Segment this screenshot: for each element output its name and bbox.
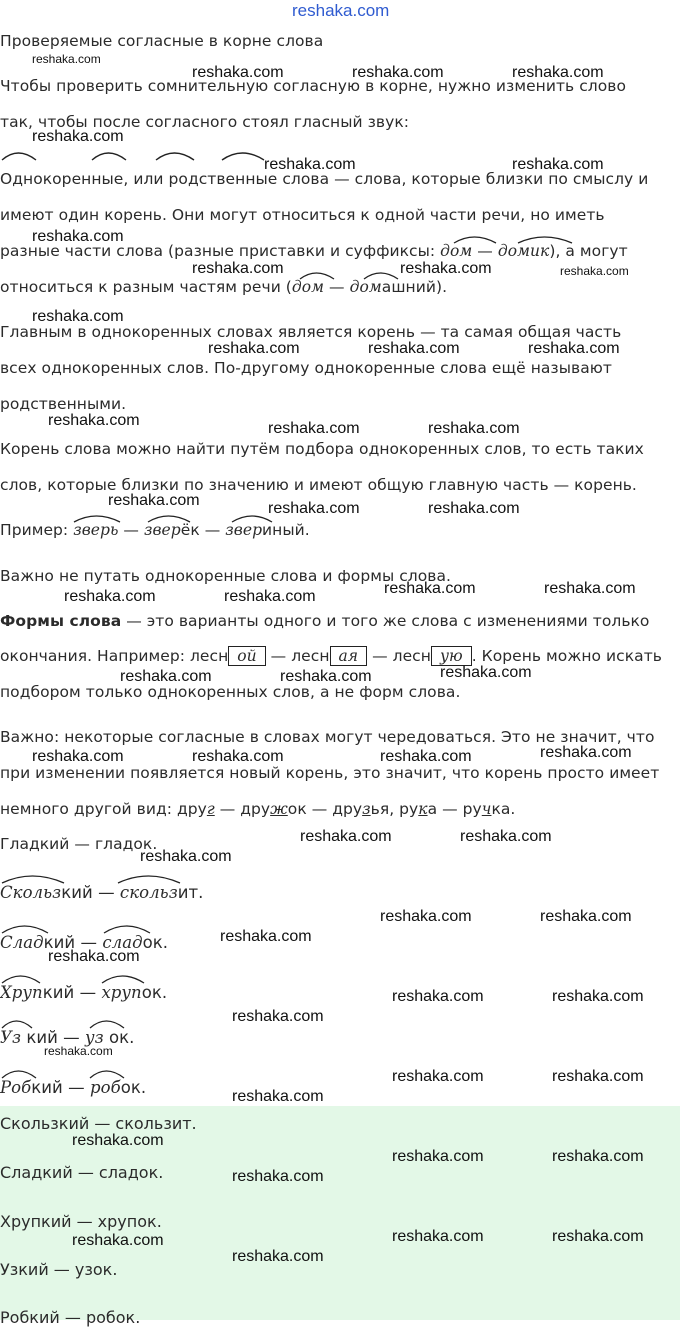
paragraph-2-line-3: разные части слова (разные приставки и суффиксы: дом — домик), а могут — [0, 242, 628, 260]
ending-box: ой — [228, 646, 265, 666]
dom-root-arcs — [452, 231, 582, 245]
paragraph-2-line-1: Однокоренные, или родственные слова — слова, которые близки по смыслу и — [0, 170, 649, 188]
watermark-text: reshaka.com — [64, 588, 156, 605]
watermark-text: reshaka.com — [528, 340, 620, 357]
watermark-text: reshaka.com — [368, 340, 460, 357]
forms-line-1: Формы слова — это варианты одного и того же слова с изменениями только — [0, 612, 650, 630]
watermark-text: reshaka.com — [192, 64, 284, 81]
pair-5-arcs — [0, 1014, 140, 1030]
answer-line: Хрупкий — хрупок. — [0, 1212, 162, 1231]
watermark-text: reshaka.com — [560, 264, 629, 278]
answer-line: Узкий — узок. — [0, 1260, 118, 1279]
paragraph-2-line-2: имеют один корень. Они могут относиться к одной части речи, но иметь — [0, 206, 605, 224]
watermark-text: reshaka.com — [428, 500, 520, 517]
watermark-text: reshaka.com — [140, 848, 232, 865]
watermark-text: reshaka.com — [208, 340, 300, 357]
pair-4-arcs — [0, 969, 160, 985]
watermark-text: reshaka.com — [192, 260, 284, 277]
watermark-text: reshaka.com — [32, 52, 101, 66]
root-arcs — [0, 146, 270, 162]
paragraph-3-line-1: Главным в однокоренных словах является корень — та самая общая часть — [0, 323, 622, 341]
pair-1: Гладкий — гладок. — [0, 835, 158, 853]
watermark-text: reshaka.com — [392, 1068, 484, 1085]
watermark-text: reshaka.com — [280, 668, 372, 685]
watermark-text: reshaka.com — [428, 420, 520, 437]
watermark-text: reshaka.com — [352, 64, 444, 81]
watermark-text: reshaka.com — [512, 64, 604, 81]
watermark-text: reshaka.com — [224, 588, 316, 605]
watermark-text: reshaka.com — [192, 748, 284, 765]
watermark-text: reshaka.com — [232, 1168, 324, 1185]
example-line: Пример: зверь — зверёк — звериный. — [0, 521, 310, 539]
watermark-text: reshaka.com — [384, 580, 476, 597]
paragraph-2-line-4: относиться к разным частям речи (дом — домашний). — [0, 278, 448, 296]
watermark-text: reshaka.com — [544, 580, 636, 597]
watermark-text: reshaka.com — [32, 308, 124, 325]
dom-root-arcs-2 — [298, 267, 408, 281]
paragraph-3-line-2: всех однокоренных слов. По-другому однокоренные слова ещё называют — [0, 359, 612, 377]
answer-line: Скользкий — скользит. — [0, 1114, 197, 1133]
pair-2-arcs — [0, 869, 200, 885]
root-arc — [2, 153, 36, 160]
pair-3: Сладкий — сладок. — [0, 933, 169, 952]
watermark-text: reshaka.com — [220, 928, 312, 945]
watermark-text: reshaka.com — [380, 908, 472, 925]
page-title: Проверяемые согласные в корне слова — [0, 32, 324, 50]
watermark-text: reshaka.com — [392, 988, 484, 1005]
watermark-text: reshaka.com — [400, 260, 492, 277]
watermark-text: reshaka.com — [232, 1008, 324, 1025]
answer-line: Сладкий — сладок. — [0, 1163, 164, 1182]
watermark-text: reshaka.com — [72, 1232, 164, 1249]
paragraph-5: Важно не путать однокоренные слова и формы слова. — [0, 567, 451, 585]
watermark-text: reshaka.com — [268, 500, 360, 517]
root-arc — [92, 153, 126, 160]
watermark-text: reshaka.com — [32, 748, 124, 765]
watermark-text: reshaka.com — [460, 828, 552, 845]
paragraph-4-line-1: Корень слова можно найти путём подбора однокоренных слов, то есть таких — [0, 440, 644, 458]
paragraph-6-line-3: немного другой вид: друг — дружок — друзья, рука — ручка. — [0, 800, 516, 818]
pair-2: Скользкий — скользит. — [0, 883, 204, 902]
pair-6-arcs — [0, 1064, 150, 1080]
paragraph-6-line-1: Важно: некоторые согласные в словах могут чередоваться. Это не значит, что — [0, 728, 655, 746]
watermark-text: reshaka.com — [512, 156, 604, 173]
watermark-text: reshaka.com — [552, 1228, 644, 1245]
watermark-text: reshaka.com — [552, 988, 644, 1005]
watermark-text: reshaka.com — [232, 1248, 324, 1265]
watermark-text: reshaka.com — [32, 128, 124, 145]
answer-line: Робкий — робок. — [0, 1308, 141, 1327]
watermark-text: reshaka.com — [72, 1132, 164, 1149]
watermark-text: reshaka.com — [540, 908, 632, 925]
paragraph-1-line-2: так, чтобы после согласного стоял гласный звук: — [0, 113, 410, 131]
watermark-text: reshaka.com — [264, 156, 356, 173]
forms-line-3: подбором только однокоренных слов, а не форм слова. — [0, 683, 461, 701]
ending-box: ая — [330, 646, 368, 666]
root-arc — [222, 153, 264, 160]
paragraph-4-line-2: слов, которые близки по значению и имеют общую главную часть — корень. — [0, 476, 637, 494]
pair-4: Хрупкий — хрупок. — [0, 983, 168, 1002]
watermark-text: reshaka.com — [32, 228, 124, 245]
root-arc — [156, 153, 194, 160]
watermark-text: reshaka.com — [380, 748, 472, 765]
pair-6: Робкий — робок. — [0, 1078, 147, 1097]
watermark-text: reshaka.com — [48, 412, 140, 429]
site-logo-link[interactable]: reshaka.com — [292, 1, 390, 20]
example-root-arcs — [72, 510, 292, 524]
forms-line-2: окончания. Например: лесн ой — лесн ая — лесн ую . Корень можно искать — [0, 647, 662, 665]
watermark-text: reshaka.com — [552, 1148, 644, 1165]
paragraph-6-line-2: при изменении появляется новый корень, это значит, что корень просто имеет — [0, 764, 660, 782]
watermark-text: reshaka.com — [268, 420, 360, 437]
paragraph-3-line-3: родственными. — [0, 395, 127, 413]
watermark-text: reshaka.com — [120, 668, 212, 685]
watermark-text: reshaka.com — [232, 1088, 324, 1105]
watermark-text: reshaka.com — [44, 1044, 113, 1058]
ending-box: ую — [431, 646, 472, 666]
paragraph-1-line-1: Чтобы проверить сомнительную согласную в корне, нужно изменить слово — [0, 77, 627, 95]
watermark-text: reshaka.com — [392, 1228, 484, 1245]
watermark-text: reshaka.com — [392, 1148, 484, 1165]
watermark-text: reshaka.com — [108, 492, 200, 509]
watermark-text: reshaka.com — [540, 744, 632, 761]
watermark-text: reshaka.com — [48, 948, 140, 965]
watermark-text: reshaka.com — [440, 664, 532, 681]
pair-5: Уз кий — уз ок. — [0, 1028, 135, 1047]
example-dom: дом — [440, 242, 473, 260]
watermark-text: reshaka.com — [552, 1068, 644, 1085]
pair-3-arcs — [0, 919, 170, 935]
watermark-text: reshaka.com — [300, 828, 392, 845]
